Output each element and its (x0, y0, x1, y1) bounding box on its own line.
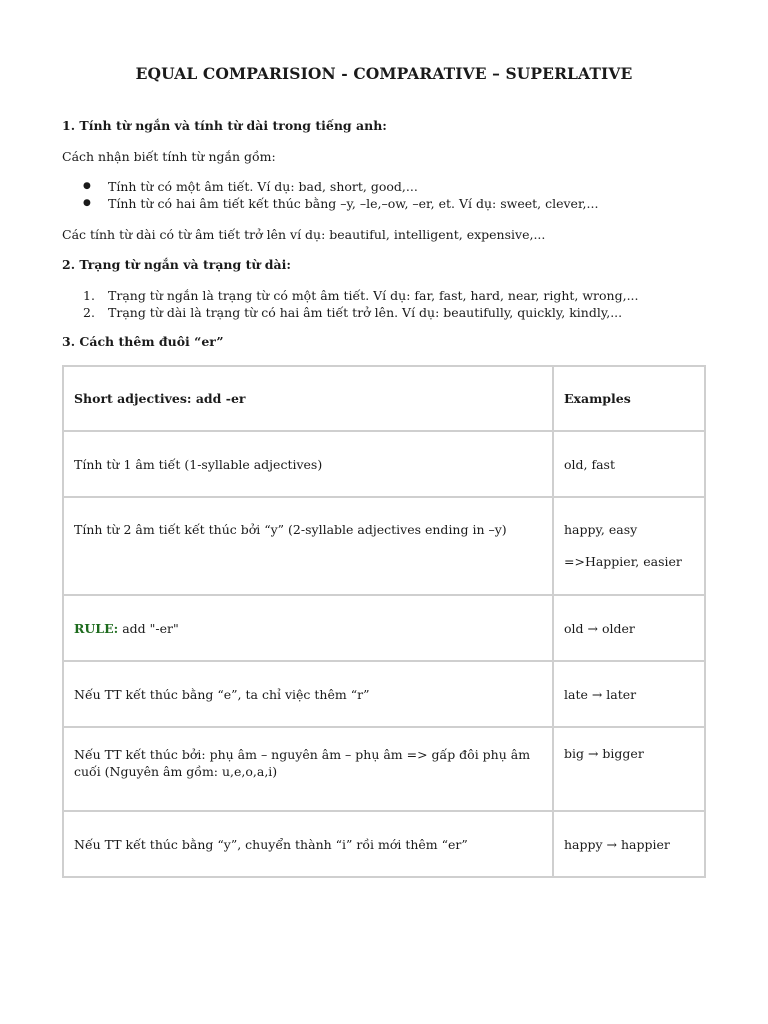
rule-cell: Nếu TT kết thúc bằng “e”, ta chỉ việc thêm “r” (63, 661, 553, 727)
list-item (62, 287, 639, 304)
example-cell: late → later (553, 661, 705, 727)
short-adjective-list (62, 178, 598, 212)
rule-cell: Tính từ 2 âm tiết kết thúc bởi “y” (2-syllable adjectives ending in –y) (63, 497, 553, 595)
bullet-icon: ● (83, 198, 91, 208)
table-row (63, 661, 705, 727)
rule-cell: Nếu TT kết thúc bằng “y”, chuyển thành “i” rồi mới thêm “er” (63, 811, 553, 877)
long-adjective-text: Các tính từ dài có từ âm tiết trở lên ví dụ: beautiful, intelligent, expensive,... (62, 227, 546, 242)
example-cell: old → older (553, 595, 705, 661)
rule-keyword: RULE: (74, 620, 119, 636)
list-item (62, 178, 598, 195)
list-item (62, 304, 639, 321)
section1-heading: 1. Tính từ ngắn và tính từ dài trong tiếng anh: (62, 118, 387, 133)
section1-intro: Cách nhận biết tính từ ngắn gồm: (62, 149, 276, 164)
list-item-text: Tính từ có hai âm tiết kết thúc bằng –y, –le,–ow, –er, et. Ví dụ: sweet, clever,... (108, 196, 599, 211)
header-cell-rule: Short adjectives: add -er (63, 366, 553, 431)
rule-cell: Tính từ 1 âm tiết (1-syllable adjectives) (63, 431, 553, 497)
section2-heading: 2. Trạng từ ngắn và trạng từ dài: (62, 257, 292, 272)
comparative-rules-table (62, 365, 706, 878)
list-item-text: Trạng từ dài là trạng từ có hai âm tiết trở lên. Ví dụ: beautifully, quickly, kindly,... (108, 305, 623, 320)
example-cell: big → bigger (553, 727, 705, 811)
list-item (62, 195, 598, 212)
list-number: 2. (83, 305, 95, 320)
table-row (63, 811, 705, 877)
document-title: EQUAL COMPARISION - COMPARATIVE – SUPERLATIVE (135, 64, 633, 83)
adverb-list (62, 287, 639, 321)
section3-heading: 3. Cách thêm đuôi “er” (62, 334, 224, 349)
list-number: 1. (83, 288, 95, 303)
example-cell: happy → happier (553, 811, 705, 877)
example-cell: old, fast (553, 431, 705, 497)
list-item-text: Trạng từ ngắn là trạng từ có một âm tiết. Ví dụ: far, fast, hard, near, right, wrong,... (108, 288, 639, 303)
bullet-icon: ● (83, 181, 91, 191)
table-row (63, 497, 705, 595)
header-cell-examples: Examples (553, 366, 705, 431)
rule-text: add "-er" (118, 620, 179, 636)
example-cell (553, 497, 705, 595)
rule-cell (63, 595, 553, 661)
table-header-row (63, 366, 705, 431)
list-item-text: Tính từ có một âm tiết. Ví dụ: bad, short, good,... (108, 179, 418, 194)
example-line: happy, easy (564, 522, 638, 537)
table-row (63, 431, 705, 497)
example-line: =>Happier, easier (564, 554, 682, 569)
table-row (63, 727, 705, 811)
rule-cell: Nếu TT kết thúc bởi: phụ âm – nguyên âm – phụ âm => gấp đôi phụ âm cuối (Nguyên âm gồm: u,e,o,a,i) (63, 727, 553, 811)
table-row (63, 595, 705, 661)
